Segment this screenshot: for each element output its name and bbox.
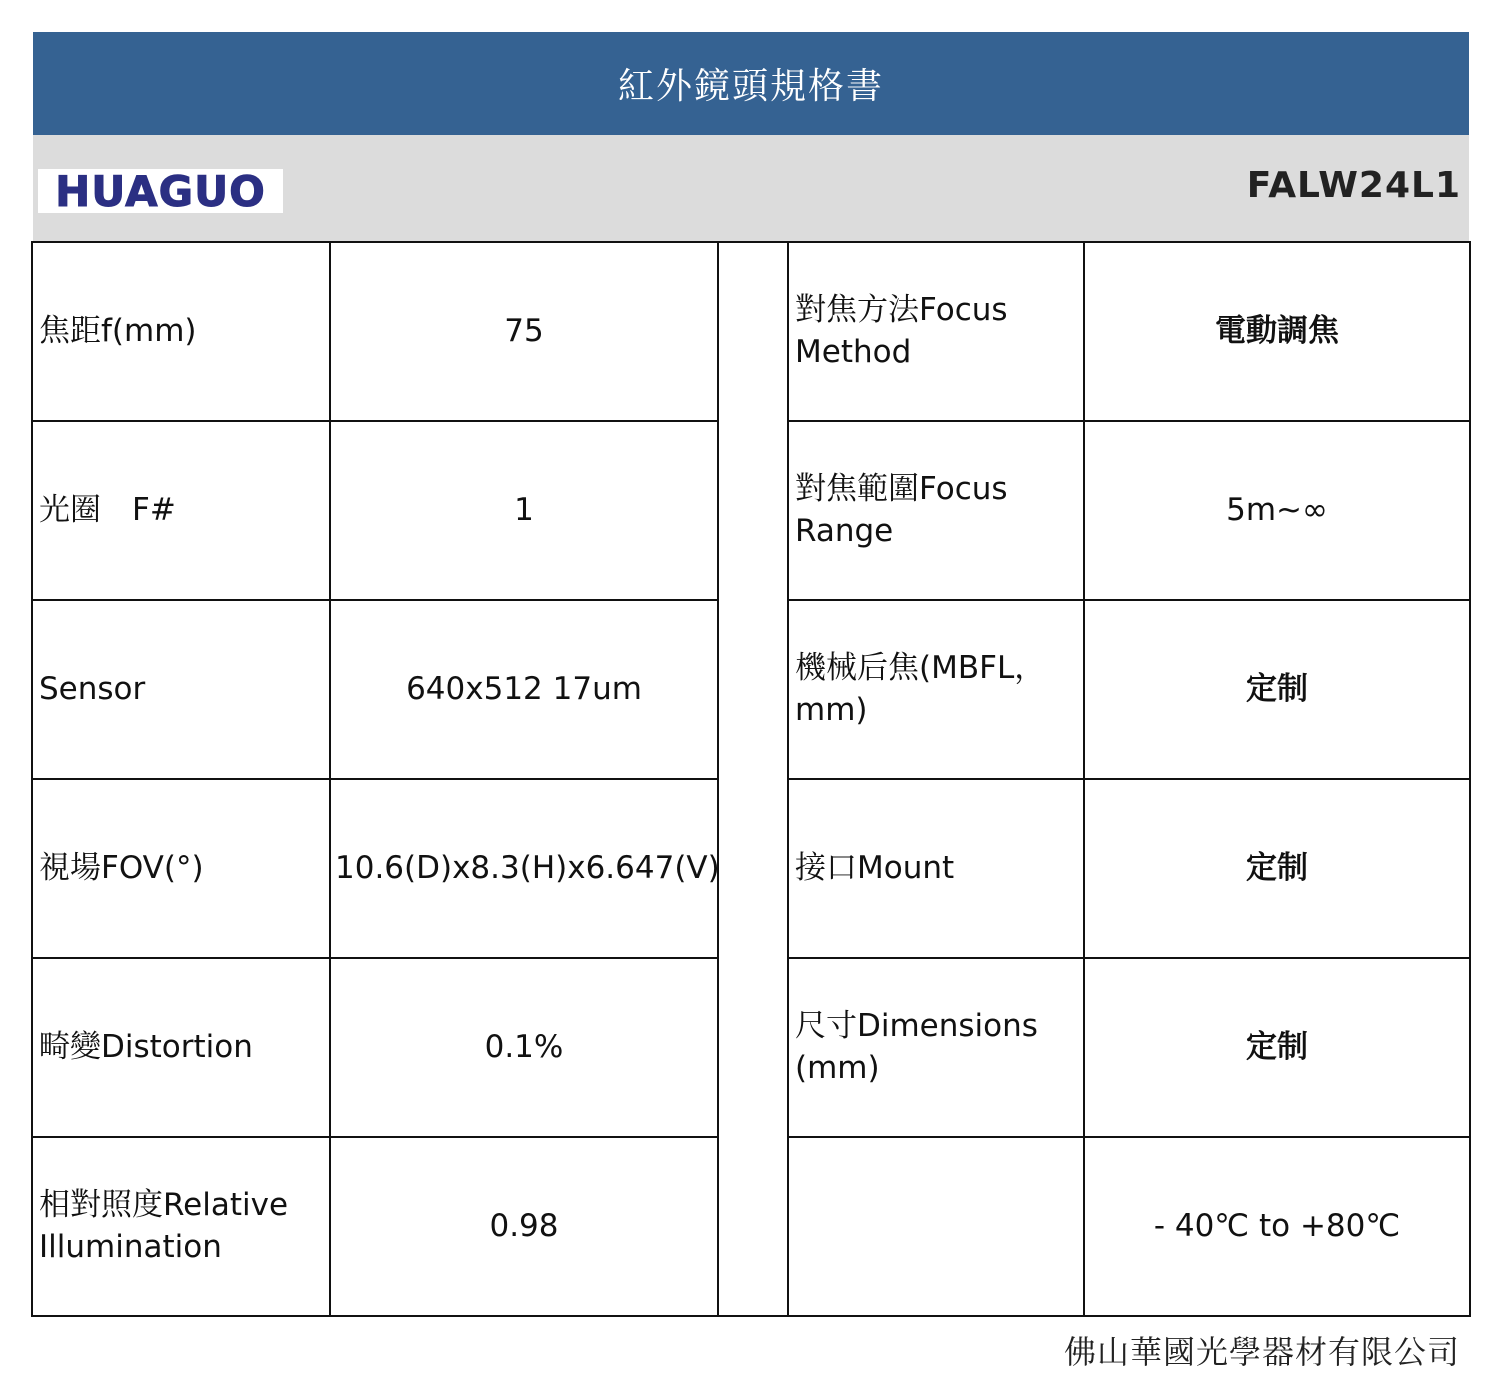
spec-label: 焦距f(mm) — [32, 242, 330, 421]
spec-label: 接口Mount — [788, 779, 1084, 958]
spec-value: 電動調焦 — [1084, 242, 1470, 421]
spec-value: 定制 — [1084, 600, 1470, 779]
document-title: 紅外鏡頭規格書 — [617, 66, 884, 107]
company-name: 佛山華國光學器材有限公司 — [1063, 1333, 1460, 1371]
spec-label: 光圈 F# — [32, 421, 330, 600]
spec-label: Sensor — [32, 600, 330, 779]
model-number: FALW24L1 — [1246, 165, 1461, 206]
spec-value: 5m~∞ — [1084, 421, 1470, 600]
spec-label: 對焦方法Focus Method — [788, 242, 1084, 421]
spec-table — [31, 241, 1471, 1317]
spec-label: 對焦範圍Focus Range — [788, 421, 1084, 600]
spec-label: 機械后焦(MBFL，mm) — [788, 600, 1084, 779]
spec-label: 視場FOV(°) — [32, 779, 330, 958]
spec-value: 定制 — [1084, 958, 1470, 1137]
title-bar — [33, 32, 1469, 135]
table-row — [32, 242, 1470, 421]
spec-label: 相對照度Relative Illumination — [32, 1137, 330, 1316]
spec-label — [788, 1137, 1084, 1316]
spec-value: 640x512 17um — [330, 600, 718, 779]
column-divider — [718, 242, 788, 1316]
spec-value: 10.6(D)x8.3(H)x6.647(V) — [330, 779, 718, 958]
huaguo-logo: HUAGUO — [38, 169, 283, 213]
spec-value: - 40℃ to +80℃ — [1084, 1137, 1470, 1316]
brand-bar — [33, 135, 1469, 241]
spec-value: 75 — [330, 242, 718, 421]
spec-label: 畸變Distortion — [32, 958, 330, 1137]
spec-value: 定制 — [1084, 779, 1470, 958]
spec-label: 尺寸Dimensions (mm) — [788, 958, 1084, 1137]
spec-value: 0.98 — [330, 1137, 718, 1316]
spec-value: 1 — [330, 421, 718, 600]
spec-value: 0.1% — [330, 958, 718, 1137]
